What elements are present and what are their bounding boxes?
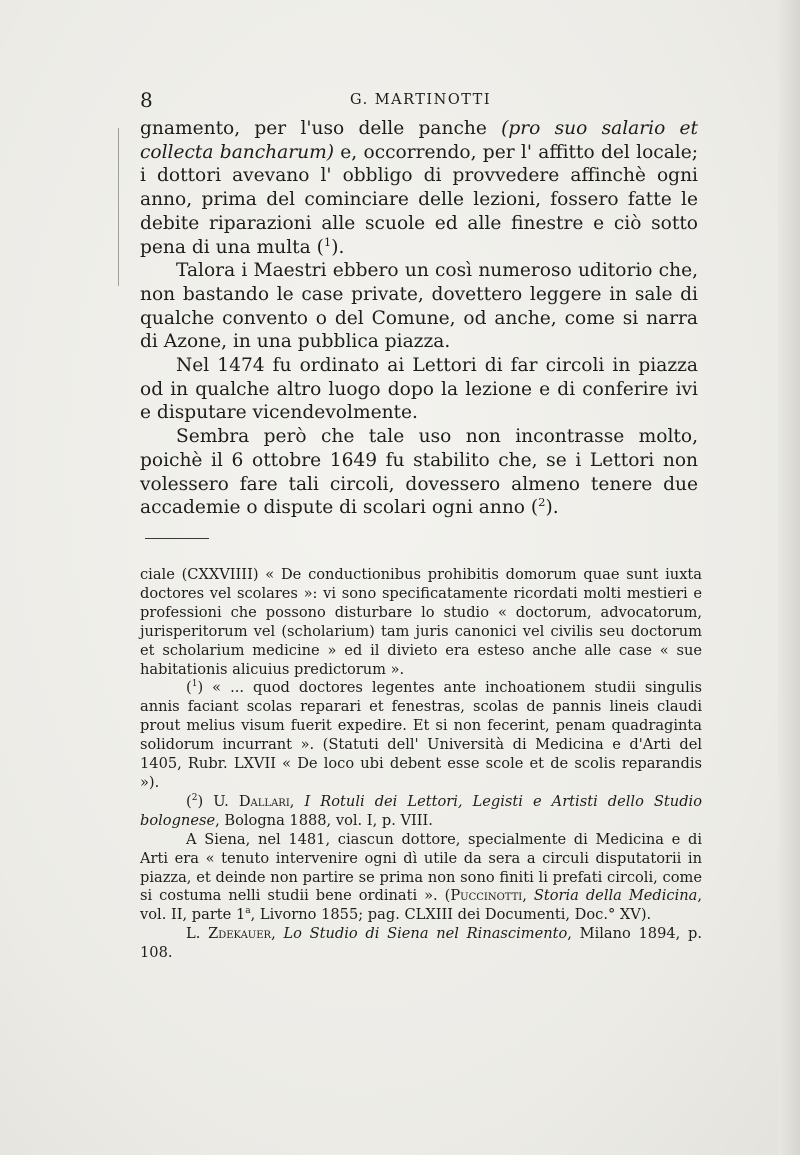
footnotes — [140, 566, 702, 963]
paragraph-3: Nel 1474 fu ordinato ai Lettori di far circoli in piazza od in qualche altro luogo dopo la lezione e di conferire ivi e disputare vicendevolmente. — [140, 355, 698, 424]
footnote-2-open: ( — [186, 792, 192, 810]
footnote-separator — [145, 538, 209, 539]
paragraph-1-text-a: gnamento, per l'uso delle panche — [140, 118, 502, 139]
footnote-3-tail-b: , Livorno 1855; pag. CLXIII dei Documenti, Doc.° XV). — [250, 906, 652, 924]
footnote-2-marker: 2 — [191, 793, 198, 804]
footnote-3-text: A Siena, nel 1481, ciascun dottore, specialmente di Medicina e di Arti era « tenuto intervenire ogni dì utile da sera a circuli disputatorii in piazza, et deinde non partire se prima non sono finiti li prefati circoli, come si costuma nelli studii bene ordinati ». ( — [140, 830, 702, 905]
footnote-1 — [140, 679, 702, 792]
margin-pencil-mark — [118, 128, 119, 286]
footnote-2-siena — [140, 831, 702, 926]
paragraph-4-text-c: ). — [545, 497, 559, 519]
footnote-2-sep: , — [289, 792, 305, 810]
footnote-4-author: Zdekauer — [208, 925, 272, 943]
footnote-ref-2: 2 — [538, 495, 546, 510]
page-edge-shadow — [778, 0, 800, 1155]
footnote-4-initial: L. — [186, 925, 209, 943]
footnote-4-tail: , Milano 1894, p. 108. — [140, 925, 702, 962]
footnote-2-prefix: ) U. — [197, 792, 239, 810]
footnote-2-author: Dallari — [238, 792, 290, 810]
footnote-1-open: ( — [186, 679, 192, 697]
footnote-1-text: ) « ... quod doctores legentes ante inchoationem studii singulis annis faciant scolas reparari et fenestras, scolas de pannis lineis claudi prout melius visum fuerit expedire. Et si non fecerint, penam quadraginta solidorum incurrant ». (Statuti dell' Università di Medicina e d'Arti del 1405, Rubr. LXVII « De loco ubi debent esse scole et de scolis reparandis »). — [140, 679, 702, 791]
paragraph-1 — [140, 117, 698, 259]
footnote-2 — [140, 793, 702, 831]
latin-quote: (pro suo salario et collecta bancharum) — [140, 118, 698, 163]
paragraph-1-text-b: e, occorrendo, per l' affitto del locale; i dottori avevano l' obbligo di provvedere affinchè ogni anno, prima del cominciare delle lezioni, fossero fatte le debite riparazioni alle scuole ed alle finestre e ciò sotto pena di una multa ( — [140, 141, 698, 258]
paragraph-4-text-a: Sembra però che tale uso non incontrasse molto, poichè il 6 ottobre 1649 fu stabilito che, se i Lettori non volessero fare tali circoli, dovessero almeno tenere due accademie o dispute di scolari ogni anno ( — [140, 426, 698, 519]
page-number: 8 — [140, 88, 153, 112]
paragraph-2: Talora i Maestri ebbero un così numeroso uditorio che, non bastando le case private, dovettero leggere in sale di qualche convento o del Comune, od anche, come si narra di Azone, in una pubblica piazza. — [140, 260, 698, 353]
footnote-3-sep: , — [522, 887, 534, 905]
page-header — [140, 88, 700, 112]
footnote-2-title: I Rotuli dei Lettori, Legisti e Artisti dello Studio bolognese — [140, 792, 702, 829]
paragraph-1-text-c: ). — [331, 236, 345, 258]
footnote-3-superscript: a — [245, 906, 251, 917]
paragraph-4 — [140, 425, 698, 520]
footnote-3-tail-a: , vol. II, parte 1 — [140, 887, 702, 924]
footnote-4-title: Lo Studio di Siena nel Rinascimento — [283, 925, 568, 943]
main-text — [140, 117, 698, 520]
footnote-4-sep: , — [271, 925, 284, 943]
footnote-3-author: Puccinotti — [450, 887, 523, 905]
footnote-3-title: Storia della Medicina — [533, 887, 698, 905]
footnote-2-tail: , Bologna 1888, vol. I, p. VIII. — [215, 811, 433, 829]
running-head: G. MARTINOTTI — [350, 92, 492, 108]
footnote-ref-1: 1 — [323, 234, 332, 249]
footnote-2-zdekauer — [140, 925, 702, 963]
footnote-1-marker: 1 — [191, 679, 198, 690]
footnote-continuation: ciale (CXXVIIII) « De conductionibus prohibitis domorum quae sunt iuxta doctores vel scolares »: vi sono specificatamente ricordati molti mestieri e professioni che possono disturbare lo studio « doctorum, advocatorum, jurisperitorum vel (scholarium) tam juris canonici vel civilis seu doctorum et scholarium medicine » ed il divieto era esteso anche alle case « sue habitationis alicuius predictorum ». — [140, 566, 702, 678]
